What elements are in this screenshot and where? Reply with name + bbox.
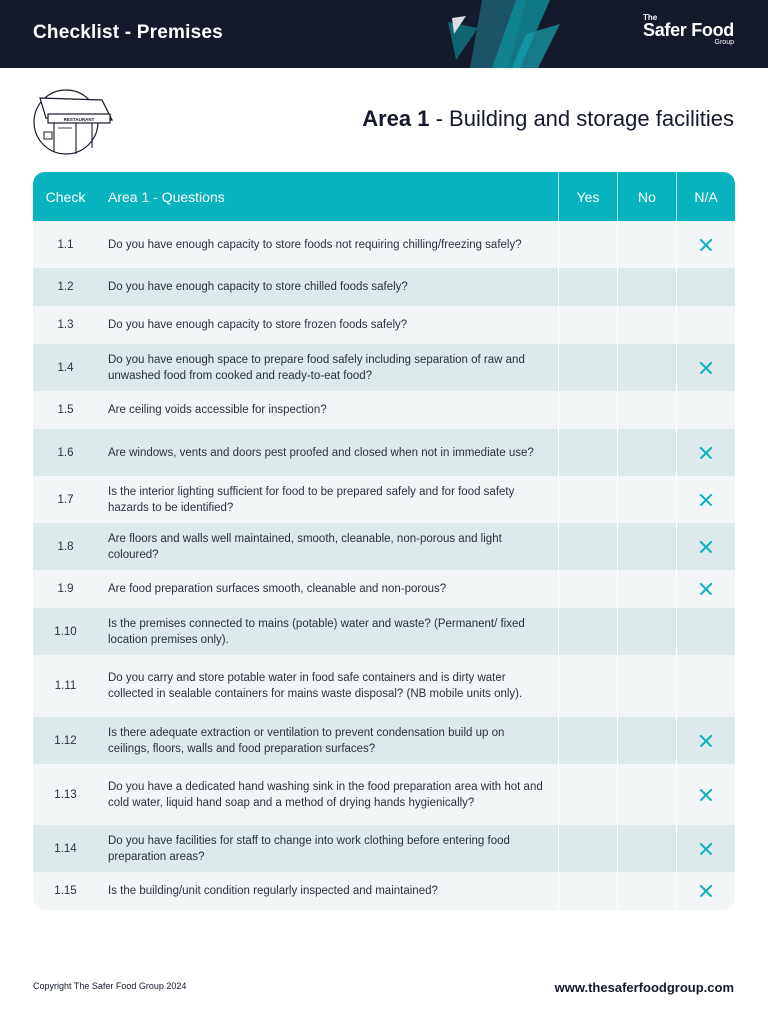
copyright-text: Copyright The Safer Food Group 2024 xyxy=(33,981,187,991)
cross-mark-icon xyxy=(699,540,713,554)
answer-cell-no[interactable] xyxy=(617,344,676,391)
cross-mark-icon xyxy=(699,493,713,507)
answer-cell-na[interactable] xyxy=(676,476,735,523)
row-check-number: 1.5 xyxy=(57,404,74,416)
answer-cell-yes[interactable] xyxy=(558,476,617,523)
row-check-number: 1.13 xyxy=(54,788,77,801)
answer-cell-na[interactable] xyxy=(676,570,735,608)
table-row xyxy=(33,655,735,717)
table-row xyxy=(33,825,735,872)
table-row xyxy=(33,570,735,608)
answer-cell-yes[interactable] xyxy=(558,825,617,872)
row-check-number: 1.10 xyxy=(54,625,77,638)
table-row xyxy=(33,429,735,476)
header-no: No xyxy=(617,172,676,221)
answer-cell-no[interactable] xyxy=(617,608,676,655)
answer-cell-yes[interactable] xyxy=(558,655,617,717)
answer-cell-no[interactable] xyxy=(617,717,676,764)
answer-cell-no[interactable] xyxy=(617,268,676,306)
answer-cell-na[interactable] xyxy=(676,429,735,476)
row-check-number: 1.6 xyxy=(57,446,74,459)
answer-cell-yes[interactable] xyxy=(558,764,617,825)
cross-mark-icon xyxy=(699,788,713,802)
row-check-number: 1.4 xyxy=(57,361,74,374)
answer-cell-no[interactable] xyxy=(617,872,676,910)
row-check-number: 1.14 xyxy=(54,842,77,855)
answer-cell-yes[interactable] xyxy=(558,306,617,344)
row-question: Do you have facilities for staff to change into work clothing before entering food preparation areas? xyxy=(108,834,510,863)
answer-cell-na[interactable] xyxy=(676,344,735,391)
safer-food-logo: The Safer Food Group xyxy=(642,13,734,46)
cross-mark-icon xyxy=(699,884,713,898)
header-check: Check xyxy=(45,188,86,205)
row-question: Are food preparation surfaces smooth, cleanable and non-porous? xyxy=(108,583,447,595)
table-row xyxy=(33,344,735,391)
table-row xyxy=(33,872,735,910)
answer-cell-yes[interactable] xyxy=(558,391,617,429)
row-question: Are floors and walls well maintained, smooth, cleanable, non-porous and light coloured? xyxy=(108,532,502,561)
table-row xyxy=(33,268,735,306)
answer-cell-no[interactable] xyxy=(617,655,676,717)
row-check-number: 1.7 xyxy=(57,493,74,506)
table-row xyxy=(33,391,735,429)
answer-cell-na[interactable] xyxy=(676,268,735,306)
row-check-number: 1.11 xyxy=(54,680,77,692)
row-check-number: 1.9 xyxy=(57,583,74,595)
website-link[interactable]: www.thesaferfoodgroup.com xyxy=(554,980,734,995)
answer-cell-na[interactable] xyxy=(676,221,735,268)
header-questions: Area 1 - Questions xyxy=(108,188,225,205)
answer-cell-yes[interactable] xyxy=(558,523,617,570)
row-question: Do you have enough space to prepare food safely including separation of raw and unwashed food from cooked and ready-to-eat food? xyxy=(108,353,525,382)
row-check-number: 1.8 xyxy=(57,540,74,553)
row-check-number: 1.15 xyxy=(54,885,77,897)
row-check-number: 1.2 xyxy=(57,281,74,293)
table-row xyxy=(33,221,735,268)
answer-cell-no[interactable] xyxy=(617,570,676,608)
svg-text:RESTAURANT: RESTAURANT xyxy=(63,117,95,122)
answer-cell-na[interactable] xyxy=(676,655,735,717)
row-question: Do you have enough capacity to store chilled foods safely? xyxy=(108,281,408,293)
row-question: Is the interior lighting sufficient for food to be prepared safely and for food safety hazards to be identified? xyxy=(108,485,515,514)
table-row xyxy=(33,717,735,764)
page-title: Checklist - Premises xyxy=(33,22,223,43)
cross-mark-icon xyxy=(699,361,713,375)
answer-cell-yes[interactable] xyxy=(558,570,617,608)
answer-cell-yes[interactable] xyxy=(558,344,617,391)
table-header-row xyxy=(33,172,735,221)
answer-cell-na[interactable] xyxy=(676,608,735,655)
answer-cell-na[interactable] xyxy=(676,523,735,570)
row-check-number: 1.1 xyxy=(57,238,74,251)
answer-cell-no[interactable] xyxy=(617,523,676,570)
row-question: Are windows, vents and doors pest proofed and closed when not in immediate use? xyxy=(108,446,534,459)
row-question: Do you have a dedicated hand washing sink in the food preparation area with hot and cold water, liquid hand soap and a method of drying hands hygienically? xyxy=(108,780,543,809)
answer-cell-na[interactable] xyxy=(676,872,735,910)
answer-cell-yes[interactable] xyxy=(558,429,617,476)
table-row xyxy=(33,608,735,655)
answer-cell-no[interactable] xyxy=(617,764,676,825)
cross-mark-icon xyxy=(699,842,713,856)
row-check-number: 1.3 xyxy=(57,319,74,331)
table-body xyxy=(33,221,735,910)
row-check-number: 1.12 xyxy=(54,734,77,747)
answer-cell-yes[interactable] xyxy=(558,221,617,268)
answer-cell-na[interactable] xyxy=(676,717,735,764)
checklist-table xyxy=(33,172,735,910)
answer-cell-no[interactable] xyxy=(617,429,676,476)
row-question: Is there adequate extraction or ventilation to prevent condensation build up on ceilings, floors, walls and food preparation surfaces? xyxy=(108,726,505,755)
table-row xyxy=(33,764,735,825)
answer-cell-no[interactable] xyxy=(617,476,676,523)
answer-cell-yes[interactable] xyxy=(558,268,617,306)
area-heading: Area 1 - Building and storage facilities xyxy=(362,106,734,131)
page-header xyxy=(0,0,768,68)
answer-cell-yes[interactable] xyxy=(558,717,617,764)
header-decoration-icon xyxy=(430,0,620,68)
row-question: Do you have enough capacity to store frozen foods safely? xyxy=(108,319,408,331)
answer-cell-yes[interactable] xyxy=(558,872,617,910)
row-question: Do you carry and store potable water in food safe containers and is dirty water collected in sealable containers for mains waste disposal? (NB mobile units only). xyxy=(108,672,523,700)
header-yes: Yes xyxy=(558,172,617,221)
cross-mark-icon xyxy=(699,582,713,596)
row-question: Do you have enough capacity to store foods not requiring chilling/freezing safely? xyxy=(108,238,522,251)
answer-cell-na[interactable] xyxy=(676,825,735,872)
restaurant-illustration-icon xyxy=(32,88,114,156)
cross-mark-icon xyxy=(699,446,713,460)
header-na: N/A xyxy=(676,172,735,221)
answer-cell-no[interactable] xyxy=(617,391,676,429)
row-question: Are ceiling voids accessible for inspection? xyxy=(108,404,327,416)
cross-mark-icon xyxy=(699,238,713,252)
row-question: Is the premises connected to mains (potable) water and waste? (Permanent/ fixed location premises only). xyxy=(108,617,525,646)
cross-mark-icon xyxy=(699,734,713,748)
answer-cell-na[interactable] xyxy=(676,391,735,429)
row-question: Is the building/unit condition regularly inspected and maintained? xyxy=(108,885,438,897)
answer-cell-no[interactable] xyxy=(617,306,676,344)
answer-cell-na[interactable] xyxy=(676,306,735,344)
table-row xyxy=(33,476,735,523)
table-row xyxy=(33,306,735,344)
table-row xyxy=(33,523,735,570)
answer-cell-na[interactable] xyxy=(676,764,735,825)
answer-cell-no[interactable] xyxy=(617,825,676,872)
answer-cell-yes[interactable] xyxy=(558,608,617,655)
answer-cell-no[interactable] xyxy=(617,221,676,268)
